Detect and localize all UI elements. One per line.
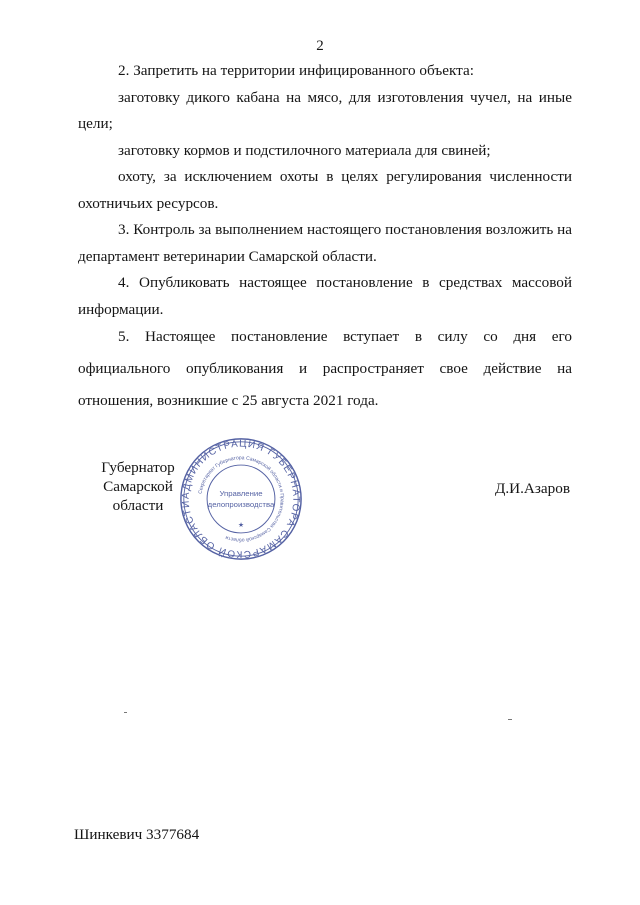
signatory-name: Д.И.Азаров <box>495 480 570 497</box>
stamp-center-line-2: делопроизводства <box>207 499 275 509</box>
paragraph-2-item-3: охоту, за исключением охоты в целях регулирования численности охотничьих ресурсов. <box>78 168 572 212</box>
executor-contact: Шинкевич 3377684 <box>74 826 200 843</box>
stamp-center-line-1: Управление <box>219 489 263 499</box>
signatory-title-line-1: Губернатор <box>101 459 175 476</box>
document-body <box>78 58 572 417</box>
paragraph-4: 4. Опубликовать настоящее постановление в средствах массовой информации. <box>78 274 572 318</box>
paragraph-2-item-1: заготовку дикого кабана на мясо, для изготовления чучел, на иные цели; <box>78 88 572 132</box>
stamp-outer-text: АДМИНИСТРАЦИЯ ГУБЕРНАТОРА САМАРСКОЙ ОБЛАСТИ <box>180 438 302 560</box>
paragraph-3: 3. Контроль за выполнением настоящего постановления возложить на департамент ветеринарии Самарской области. <box>78 221 572 265</box>
page-number: 2 <box>316 38 324 54</box>
paragraph-2-item-2: заготовку кормов и подстилочного материала для свиней; <box>118 141 491 159</box>
signatory-title-line-2: Самарской области <box>103 478 173 514</box>
scan-dust-mark <box>124 712 127 713</box>
paragraph-5: 5. Настоящее постановление вступает в силу со дня его официального опубликования и распространяет свое действие на отношения, возникшие с 25 августа 2021 года. <box>78 328 572 409</box>
official-seal-stamp <box>178 436 304 562</box>
stamp-inner-text: Секретариат Губернатора Самарской области и Правительства Самарской области <box>197 455 285 543</box>
stamp-star-icon: ★ <box>237 521 245 530</box>
paragraph-2: 2. Запретить на территории инфицированного объекта: <box>118 62 474 79</box>
scan-dust-mark <box>508 719 512 720</box>
